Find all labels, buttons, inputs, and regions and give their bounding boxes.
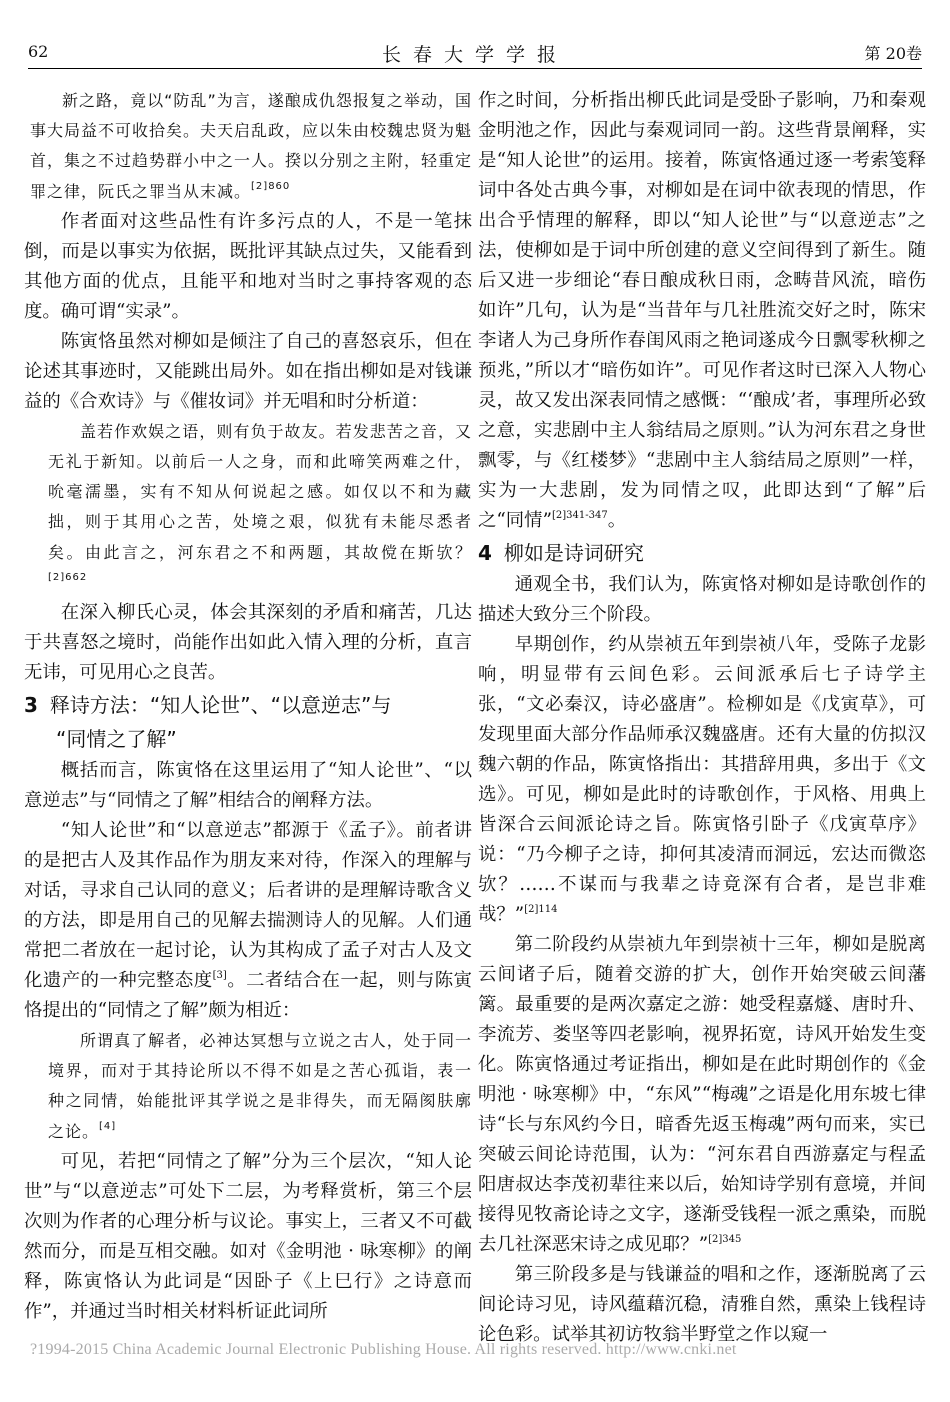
citation-page: 114 bbox=[538, 904, 558, 915]
section-heading-4 bbox=[478, 536, 926, 570]
copyright-footer: ?1994-2015 China Academic Journal Electronic Publishing House. All rights reserved. http://www.cnki.net bbox=[30, 1341, 737, 1358]
citation-page: 341-347 bbox=[566, 510, 608, 521]
citation[interactable]: [2] bbox=[48, 571, 66, 583]
running-header bbox=[28, 38, 922, 69]
citation-page: 662 bbox=[65, 571, 88, 583]
block-quote: 所谓真了解者，必神达冥想与立说之古人，处于同一境界，而对于其持论所以不得不如是之苦心孤诣，表一种之同情，始能批评其学说之是非得失，而无隔阂肤廓之论。[4] bbox=[48, 1031, 472, 1141]
citation-page: 860 bbox=[268, 180, 291, 192]
paragraph: 第三阶段多是与钱谦益的唱和之作，逐渐脱离了云间论诗习见，诗风蕴藉沉稳，清雅自然，熏染上钱程诗论色彩。试举其初访牧翁半野堂之作以窥一 bbox=[478, 1264, 926, 1345]
citation[interactable]: [2] bbox=[524, 904, 539, 915]
citation[interactable]: [2] bbox=[708, 1234, 723, 1245]
paragraph: 可见，若把“同情之了解”分为三个层次，“知人论世”与“以意逆志”可处下二层，为考释赏析，第三个层次则为作者的心理分析与议论。事实上，三者又不可截然而分，而是互相交融。如对《金明池 · 咏寒柳》的阐释，陈寅恪认为此词是“因卧子《上巳行》之诗意而作”，并通过当时相关材料析证此词所 bbox=[24, 1150, 472, 1322]
section-heading-3 bbox=[24, 688, 472, 756]
volume-label: 第 20卷 bbox=[864, 44, 922, 63]
section-title-cont: “同情之了解” bbox=[56, 727, 177, 752]
section-title: 柳如是诗词研究 bbox=[503, 541, 644, 565]
citation[interactable]: [2] bbox=[251, 180, 269, 192]
left-column bbox=[24, 86, 472, 1327]
paragraph: 在深入柳氏心灵，体会其深刻的矛盾和痛苦，几达于共喜怒之境时，尚能作出如此入情入理的分析，直言无讳，可见用心之良苦。 bbox=[24, 602, 472, 684]
journal-title: 长春大学学报 bbox=[381, 44, 568, 66]
paragraph: 陈寅恪虽然对柳如是倾注了自己的喜怒哀乐，但在论述其事迹时，又能跳出局外。如在指出柳如是对钱谦益的《合欢诗》与《催妆词》并无唱和时分析道： bbox=[24, 330, 472, 412]
page-number: 62 bbox=[28, 42, 49, 61]
paragraph: 概括而言，陈寅恪在这里运用了“知人论世”、“以意逆志”与“同情之了解”相结合的阐释方法。 bbox=[24, 760, 472, 812]
paragraph: “知人论世”和“以意逆志”都源于《孟子》。前者讲的是把古人及其作品作为朋友来对待，作深入的理解与对话，寻求自己认同的意义；后者讲的是理解诗歌含义的方法，即是用自己的见解去揣测诗人的见解。人们通常把二者放在一起讨论，认为其构成了孟子对古人及文化遗产的一种完整态度[3]。二者结合在一起，则与陈寅恪提出的“同情之了解”颇为相近： bbox=[24, 820, 472, 1022]
section-title: 释诗方法：“知人论世”、“以意逆志”与 bbox=[49, 693, 392, 718]
citation[interactable]: [4] bbox=[99, 1120, 117, 1132]
citation-page: 345 bbox=[722, 1234, 742, 1245]
right-column bbox=[478, 86, 926, 1350]
paragraph: 通观全书，我们认为，陈寅恪对柳如是诗歌创作的描述大致分三个阶段。 bbox=[478, 574, 926, 625]
paragraph: 作者面对这些品性有许多污点的人，不是一笔抹倒，而是以事实为依据，既批评其缺点过失，又能看到其他方面的优点，且能平和地对当时之事持客观的态度。确可谓“实录”。 bbox=[24, 210, 472, 322]
paragraph: 作之时间，分析指出柳氏此词是受卧子影响，乃和秦观金明池之作，因此与秦观词同一韵。这些背景阐释，实是“知人论世”的运用。接着，陈寅恪通过逐一考索笺释词中各处古典今事，对柳如是在词中欲表现的情思，作出合乎情理的解释，即以“知人论世”与“以意逆志”之法，使柳如是于词中所创建的意义空间得到了新生。随后又进一步细论“春日酿成秋日雨，念畴昔风流，暗伤如许”几句，认为是“当昔年与几社胜流交好之时，陈宋李诸人为己身所作春闺风雨之艳词遂成今日飘零秋柳之预兆，”所以才“暗伤如许”。可见作者这时已深入人物心灵，故又发出深表同情之感慨：“‘酿成’者，事理所必致之意，实悲剧中主人翁结局之原则。”认为河东君之身世飘零，与《红楼梦》“悲剧中主人翁结局之原则”一样，实为一大悲剧，发为同情之叹，此即达到“了解”后之“同情”$^{[2]341-347}$。 bbox=[478, 90, 926, 531]
citation[interactable]: [2] bbox=[551, 510, 567, 521]
paragraph: 第二阶段约从崇祯九年到崇祯十三年，柳如是脱离云间诸子后，随着交游的扩大，创作开始突破云间藩篱。最重要的是两次嘉定之游：她受程嘉燧、唐时升、李流芳、娄坚等四老影响，视界拓宽，诗风开始发生变化。陈寅恪通过考证指出，柳如是在此时期创作的《金明池 · 咏寒柳》中，“东风”“梅魂”之语是化用东坡七律诗“长与东风约今日，暗香先返玉梅魂”两句而来，实已突破云间论诗范围，认为：“河东君自西游嘉定与程孟阳唐叔达李茂初辈往来以后，始知诗学别有意境，并间接得见牧斋论诗之文字，遂渐受钱程一派之熏染，而脱去几社深恶宋诗之成见耶？”$^{[2]345}$ bbox=[478, 934, 926, 1255]
section-number: 4 bbox=[478, 541, 492, 565]
paragraph: 早期创作，约从崇祯五年到崇祯八年，受陈子龙影响，明显带有云间色彩。云间派承后七子诗学主张，“文必秦汉，诗必盛唐”。检柳如是《戊寅草》，可发现里面大部分作品师承汉魏盛唐。还有大量的仿拟汉魏六朝的作品，陈寅恪指出：其措辞用典，多出于《文选》。可见，柳如是此时的诗歌创作，于风格、用典上皆深合云间派论诗之旨。陈寅恪引卧子《戊寅草序》说：“乃今柳子之诗，抑何其凌清而洞远，宏达而微恣欤？……不谋而与我辈之诗竟深有合者，是岂非难哉？”$^{[2]114}$ bbox=[478, 634, 926, 925]
block-quote: 盖若作欢娱之语，则有负于故友。若发悲苦之音，又无礼于新知。以前后一人之身，而和此啼笑两难之什，吮毫濡墨，实有不知从何说起之感。如仅以不和为藏拙，则于其用心之苦，处境之艰，似犹有未能尽悉者矣。由此言之，河东君之不和两题，其故傥在斯欤？$^{[2]662}$ bbox=[48, 421, 472, 583]
section-number: 3 bbox=[24, 693, 38, 718]
citation[interactable]: [3] bbox=[212, 970, 227, 982]
block-quote: 新之路，竟以“防乱”为言，遂酿成仇怨报复之举动，国事大局益不可收拾矣。夫天启乱政，应以朱由校魏忠贤为魁首，集之不过趋势群小中之一人。揆以分别之主附，轻重定罪之律，阮氏之罪当从末减。$^{[2]860}$ bbox=[30, 91, 473, 201]
